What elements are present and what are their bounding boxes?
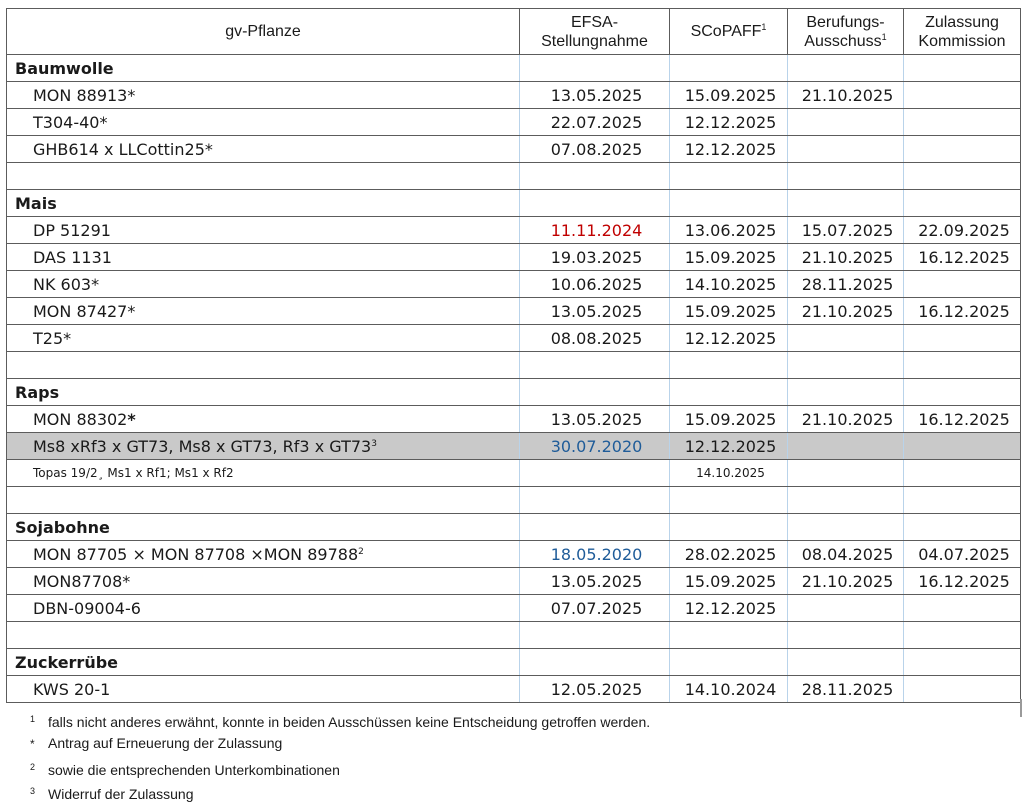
efsa-date: 13.05.2025 <box>520 82 670 109</box>
approval-date <box>904 109 1021 136</box>
header-efsa: EFSA- Stellungnahme <box>520 9 670 55</box>
plant-name: GHB614 x LLCottin25* <box>7 136 520 163</box>
scopaff-date: 15.09.2025 <box>670 568 788 595</box>
spacer-row <box>7 163 1021 190</box>
plant-name: MON 88302* <box>7 406 520 433</box>
efsa-date: 13.05.2025 <box>520 298 670 325</box>
appeal-date: 21.10.2025 <box>788 82 904 109</box>
efsa-date: 10.06.2025 <box>520 271 670 298</box>
approval-date <box>904 433 1021 460</box>
approval-date <box>904 460 1021 487</box>
approval-date: 16.12.2025 <box>904 406 1021 433</box>
plant-name: MON 88913* <box>7 82 520 109</box>
appeal-date: 21.10.2025 <box>788 244 904 271</box>
table-row <box>7 244 1021 271</box>
appeal-date <box>788 460 904 487</box>
efsa-date: 08.08.2025 <box>520 325 670 352</box>
efsa-date: 22.07.2025 <box>520 109 670 136</box>
appeal-date: 21.10.2025 <box>788 406 904 433</box>
approval-date <box>904 82 1021 109</box>
table-row-highlighted <box>7 433 1021 460</box>
footnote-renewal: * Antrag auf Erneuerung der Zulassung <box>30 735 283 751</box>
scopaff-date: 14.10.2024 <box>670 676 788 703</box>
approval-date <box>904 325 1021 352</box>
appeal-date: 28.11.2025 <box>788 271 904 298</box>
scopaff-date: 12.12.2025 <box>670 109 788 136</box>
table-row <box>7 595 1021 622</box>
table-row <box>7 271 1021 298</box>
scopaff-date: 13.06.2025 <box>670 217 788 244</box>
approval-date: 16.12.2025 <box>904 568 1021 595</box>
header-scopaff: SCoPAFF$^1$ <box>670 9 788 55</box>
efsa-date: 12.05.2025 <box>520 676 670 703</box>
plant-name: Topas 19/2¸ Ms1 x Rf1; Ms1 x Rf2 <box>7 460 520 487</box>
scopaff-date: 12.12.2025 <box>670 136 788 163</box>
table-row <box>7 541 1021 568</box>
scopaff-date: 12.12.2025 <box>670 433 788 460</box>
efsa-date: 13.05.2025 <box>520 568 670 595</box>
header-approval: Zulassung Kommission <box>904 9 1021 55</box>
scopaff-date: 14.10.2025 <box>670 271 788 298</box>
appeal-date: 08.04.2025 <box>788 541 904 568</box>
plant-name: DBN-09004-6 <box>7 595 520 622</box>
efsa-date: 13.05.2025 <box>520 406 670 433</box>
efsa-date: 18.05.2020 <box>520 541 670 568</box>
plant-name: MON87708* <box>7 568 520 595</box>
group-row <box>7 190 1021 217</box>
appeal-date <box>788 109 904 136</box>
footnote-ref: 2 <box>358 546 364 557</box>
group-label: Sojabohne <box>7 514 520 541</box>
efsa-date <box>520 460 670 487</box>
efsa-date: 30.07.2020 <box>520 433 670 460</box>
group-label: Zuckerrübe <box>7 649 520 676</box>
renewal-mark: * <box>127 409 136 429</box>
table-row <box>7 298 1021 325</box>
spacer-row <box>7 622 1021 649</box>
efsa-date: 07.08.2025 <box>520 136 670 163</box>
approval-date: 16.12.2025 <box>904 244 1021 271</box>
plant-name: NK 603* <box>7 271 520 298</box>
scopaff-date: 15.09.2025 <box>670 406 788 433</box>
spacer-row <box>7 352 1021 379</box>
appeal-date <box>788 136 904 163</box>
table-row <box>7 325 1021 352</box>
footnotes <box>30 710 650 806</box>
plant-name: KWS 20-1 <box>7 676 520 703</box>
group-row <box>7 379 1021 406</box>
table-row <box>7 217 1021 244</box>
approval-date <box>904 271 1021 298</box>
group-label: Baumwolle <box>7 55 520 82</box>
header-row <box>7 9 1021 55</box>
group-row <box>7 514 1021 541</box>
group-label: Raps <box>7 379 520 406</box>
scopaff-date: 28.02.2025 <box>670 541 788 568</box>
plant-name: T25* <box>7 325 520 352</box>
footnote-3: 3 Widerruf der Zulassung <box>30 786 194 802</box>
table-row <box>7 676 1021 703</box>
plant-name: DP 51291 <box>7 217 520 244</box>
scopaff-date: 15.09.2025 <box>670 298 788 325</box>
plant-name: MON 87705 × MON 87708 ×MON 89788$^2$ <box>7 541 520 568</box>
approval-date: 04.07.2025 <box>904 541 1021 568</box>
table-row <box>7 568 1021 595</box>
appeal-date: 28.11.2025 <box>788 676 904 703</box>
table-row <box>7 136 1021 163</box>
appeal-date: 21.10.2025 <box>788 298 904 325</box>
approval-date <box>904 595 1021 622</box>
footnote-2: 2 sowie die entsprechenden Unterkombinationen <box>30 762 340 778</box>
scopaff-date: 14.10.2025 <box>670 460 788 487</box>
table-row <box>7 82 1021 109</box>
scopaff-date: 12.12.2025 <box>670 595 788 622</box>
approval-date <box>904 136 1021 163</box>
table-row <box>7 109 1021 136</box>
scrollbar-tick <box>1020 699 1022 717</box>
header-appeal: Berufungs- Ausschuss$^1$ <box>788 9 904 55</box>
scopaff-date: 15.09.2025 <box>670 244 788 271</box>
appeal-date: 21.10.2025 <box>788 568 904 595</box>
table-row <box>7 406 1021 433</box>
efsa-date: 19.03.2025 <box>520 244 670 271</box>
appeal-date <box>788 433 904 460</box>
gmo-approval-table <box>6 8 1021 703</box>
group-label: Mais <box>7 190 520 217</box>
appeal-date <box>788 325 904 352</box>
plant-name: MON 87427* <box>7 298 520 325</box>
header-plant: gv-Pflanze <box>7 9 520 55</box>
spacer-row <box>7 487 1021 514</box>
efsa-date: 07.07.2025 <box>520 595 670 622</box>
plant-name: Ms8 xRf3 x GT73, Ms8 x GT73, Rf3 x $GT73^3$ <box>7 433 520 460</box>
scopaff-date: 12.12.2025 <box>670 325 788 352</box>
footnote-ref: 3 <box>371 438 377 449</box>
plant-name: DAS 1131 <box>7 244 520 271</box>
table-row <box>7 460 1021 487</box>
efsa-date: 11.11.2024 <box>520 217 670 244</box>
group-row <box>7 649 1021 676</box>
scopaff-date: 15.09.2025 <box>670 82 788 109</box>
appeal-date <box>788 595 904 622</box>
approval-date: 16.12.2025 <box>904 298 1021 325</box>
approval-date <box>904 676 1021 703</box>
plant-name: T304-40* <box>7 109 520 136</box>
appeal-date: 15.07.2025 <box>788 217 904 244</box>
approval-date: 22.09.2025 <box>904 217 1021 244</box>
footnote-1: 1 falls nicht anderes erwähnt, konnte in beiden Ausschüssen keine Entscheidung getroffen werden. <box>30 714 651 730</box>
group-row <box>7 55 1021 82</box>
